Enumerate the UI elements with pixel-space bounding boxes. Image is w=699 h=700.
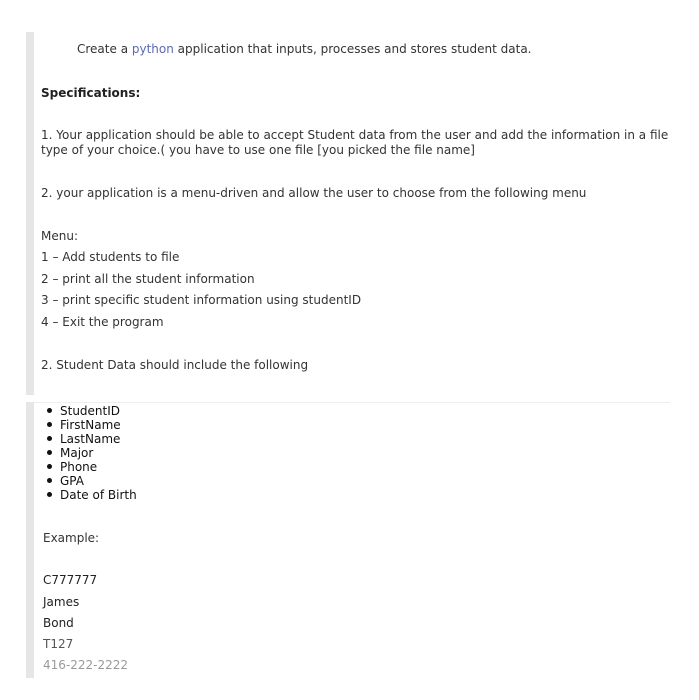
example-student-id: C777777	[43, 573, 98, 587]
bullet-icon	[47, 450, 52, 455]
example-last-name: Bond	[43, 616, 74, 630]
example-major: T127	[43, 637, 74, 651]
field-label: StudentID	[60, 404, 121, 418]
menu-item-print-specific: 3 – print specific student information using studentID	[41, 293, 362, 307]
student-fields-list	[46, 404, 137, 502]
left-accent-bar	[26, 32, 34, 395]
field-label: Phone	[60, 460, 98, 474]
menu-item-add: 1 – Add students to file	[41, 250, 180, 264]
field-label: Major	[60, 446, 94, 460]
list-item	[46, 446, 137, 460]
menu-item-exit: 4 – Exit the program	[41, 315, 164, 329]
bullet-icon	[47, 436, 52, 441]
example-label: Example:	[43, 531, 100, 545]
spec-item-3: 2. Student Data should include the following	[41, 358, 309, 372]
spec-item-2: 2. your application is a menu-driven and allow the user to choose from the following menu	[41, 186, 587, 200]
menu-title: Menu:	[41, 229, 78, 243]
bullet-icon	[47, 422, 52, 427]
intro-keyword: python	[131, 42, 174, 56]
example-first-name: James	[43, 595, 80, 609]
field-label: FirstName	[60, 418, 121, 432]
menu-item-print-all: 2 – print all the student information	[41, 272, 255, 286]
section-divider	[34, 402, 670, 403]
field-label: Date of Birth	[60, 488, 137, 502]
list-item	[46, 404, 137, 418]
list-item	[46, 488, 137, 502]
bullet-icon	[47, 464, 52, 469]
specifications-heading: Specifications:	[41, 86, 141, 100]
intro-suffix: application that inputs, processes and stores student data.	[173, 42, 532, 56]
bullet-icon	[47, 478, 52, 483]
field-label: LastName	[60, 432, 121, 446]
field-label: GPA	[60, 474, 84, 488]
left-accent-bar-lower	[26, 402, 34, 678]
list-item	[46, 474, 137, 488]
list-item	[46, 418, 137, 432]
spec-item-1: 1. Your application should be able to accept Student data from the user and add the information in a file type of your choice.( you have to use one file [you picked the file name]	[41, 128, 669, 157]
intro-text	[77, 41, 532, 57]
list-item	[46, 432, 137, 446]
bullet-icon	[47, 408, 52, 413]
example-phone: 416-222-2222	[43, 658, 129, 672]
list-item	[46, 460, 137, 474]
intro-prefix: Create a	[77, 42, 132, 56]
bullet-icon	[47, 492, 52, 497]
